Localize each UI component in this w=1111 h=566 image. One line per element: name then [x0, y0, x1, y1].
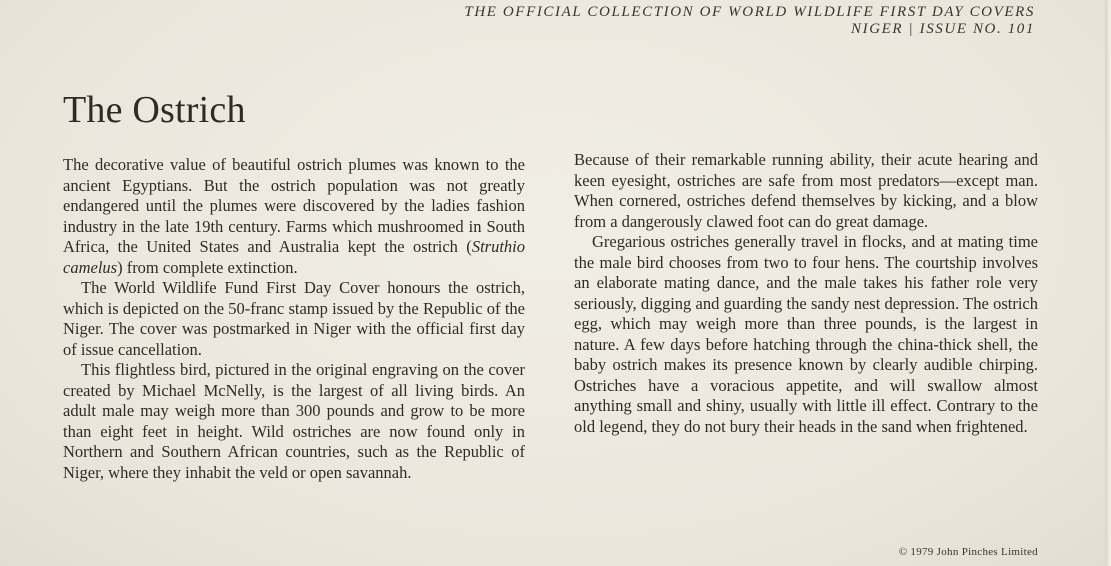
paragraph: Gregarious ostriches generally travel in flocks, and at mating time the male bird chooses from two to four hens. The courtship involves an elaborate mating dance, and the male takes his father role very seriously, digging and guarding the sandy nest depression. The ostrich egg, which may weigh more than three pounds, is the largest in nature. A few days before hatching through the china-thick shell, the baby ostrich makes its presence known by clearly audible chirping. Ostriches have a voracious appetite, and will swallow almost anything small and shiny, usually with little ill effect. Contrary to the old legend, they do not bury their heads in the sand when frightened. [574, 232, 1038, 436]
series-header [464, 4, 1035, 38]
paragraph-text: ) from complete extinction. [117, 257, 298, 277]
paragraph: The World Wildlife Fund First Day Cover honours the ostrich, which is depicted on the 50-franc stamp issued by the Republic of the Niger. The cover was postmarked in Niger with the official first day of issue cancellation. [63, 278, 525, 359]
paragraph [63, 155, 525, 278]
card-edge [1105, 0, 1111, 566]
species-name: Struthio camelus [63, 237, 525, 277]
right-column [574, 150, 1038, 437]
collection-title: THE OFFICIAL COLLECTION OF WORLD WILDLIFE FIRST DAY COVERS [464, 4, 1035, 20]
paragraph: Because of their remarkable running ability, their acute hearing and keen eyesight, ostriches are safe from most predators—except man. When cornered, ostriches defend themselves by kicking, and a blow from a dangerously clawed foot can do great damage. [574, 150, 1038, 231]
issue-number: NIGER | ISSUE NO. 101 [851, 21, 1035, 37]
paragraph-text: The decorative value of beautiful ostrich plumes was known to the ancient Egyptians. But the ostrich population was not greatly endangered until the plumes were discovered by the ladies fashion industry in the late 19th century. Farms which mushroomed in South Africa, the United States and Australia kept the ostrich ( [63, 155, 525, 256]
copyright: © 1979 John Pinches Limited [898, 546, 1038, 558]
page-title: The Ostrich [63, 89, 246, 131]
paragraph: This flightless bird, pictured in the original engraving on the cover created by Michael McNelly, is the largest of all living birds. An adult male may weigh more than 300 pounds and grow to be more than eight feet in height. Wild ostriches are now found only in Northern and Southern African countries, such as the Republic of Niger, where they inhabit the veld or open savannah. [63, 360, 525, 482]
left-column [63, 155, 525, 483]
